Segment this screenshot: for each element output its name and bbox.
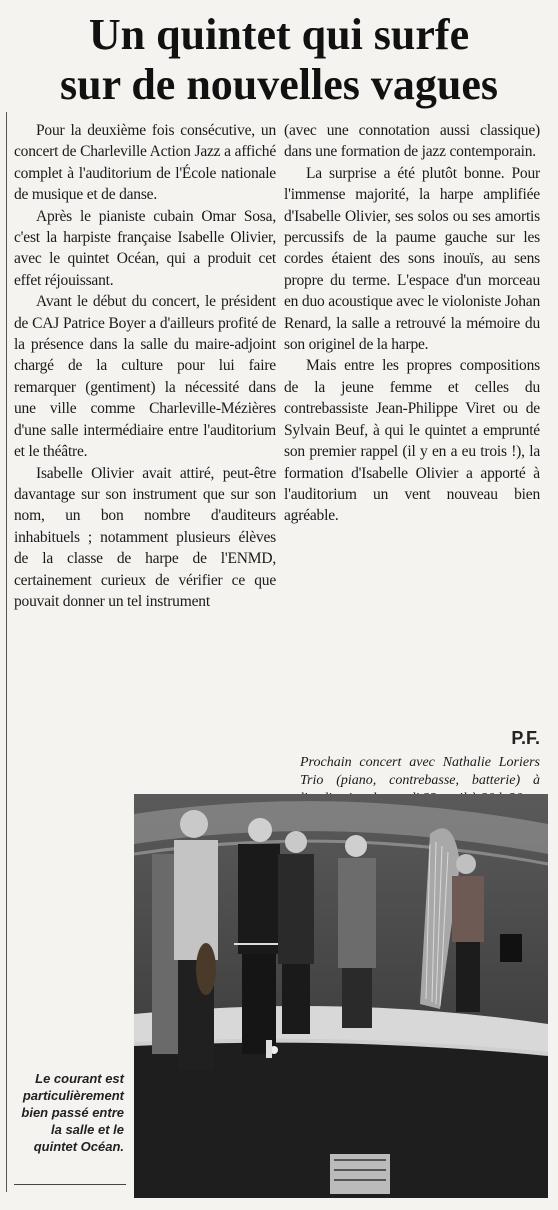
caption-rule [14,1184,126,1185]
article-paragraph: La surprise a été plutôt bonne. Pour l'immense majorité, la harpe amplifiée d'Isabelle Olivier, ses solos ou ses amortis percussifs de la paume gauche sur les cordes étaient des sons inouïs, au sens propre du terme. L'espace d'un morceau en duo acoustique avec le violoniste Johan Renard, la salle a retrouvé la mémoire du son originel de la harpe. [284,164,540,354]
next-concert-note: Prochain concert avec Nathalie Loriers Trio (piano, contrebasse, batterie) à [300,755,540,788]
photo-caption: Le courant est particulièrement bien passé entre la salle et le quintet Océan. [21,1071,124,1154]
headline [0,10,558,110]
concert-photo-illustration [134,794,548,1198]
article-paragraph: Avant le début du concert, le président de CAJ Patrice Boyer a d'ailleurs profité de la présence dans la salle du maire-adjoint chargé de la culture pour lui faire remarquer (gentiment) la nécessité dans une ville comme Charleville-Mézières d'une salle intermédiaire entre l'auditorium et le théâtre. [14,293,276,461]
article-paragraph: Isabelle Olivier avait attiré, peut-être davantage sur son instrument que sur son nom, un bon nombre d'auditeurs inhabituels ; notamment plusieurs élèves de la classe de harpe de l'ENMD, certainement curieux de vérifier ce que pouvait donner un tel instrument [14,464,276,610]
column-rule [6,112,7,1192]
article-paragraph: (avec une connotation aussi classique) dans une formation de jazz contemporain. [284,122,540,161]
article-right-column [284,120,540,527]
headline-line-1: Un quintet qui surfe [88,10,470,59]
article-paragraph: Après le pianiste cubain Omar Sosa, c'est la harpiste française Isabelle Olivier, avec le quintet Océan, qui a produit cet effet réjouissant. [14,207,276,289]
author-signature: P.F. [511,728,540,748]
headline-line-2: sur de nouvelles vagues [59,60,499,109]
article-left-column [14,120,276,612]
concert-photo [134,794,548,1198]
article-paragraph: Mais entre les propres compositions de la jeune femme et celles du contrebassiste Jean-Philippe Viret ou de Sylvain Beuf, à qui le quintet a emprunté son premier rappel (il y en a eu trois !), la formation d'Isabelle Olivier a apporté à l'auditorium un vent nouveau bien agréable. [284,357,540,525]
article-paragraph: Pour la deuxième fois consécutive, un concert de Charleville Action Jazz a affiché complet à l'auditorium de l'École nationale de musique et de danse. [14,122,276,204]
